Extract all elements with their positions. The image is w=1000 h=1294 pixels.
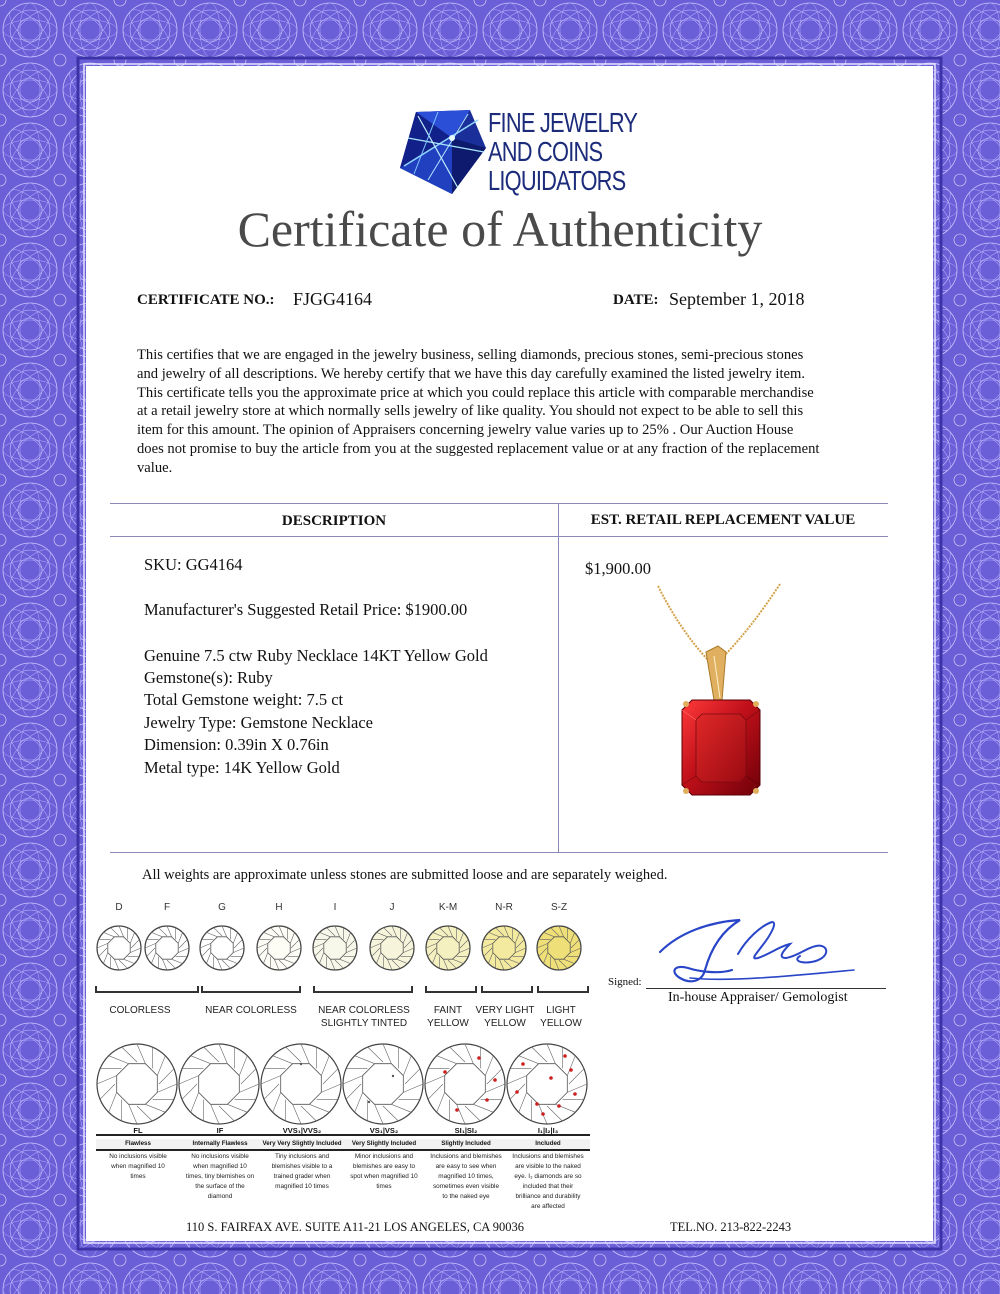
grade-group-bracket: [314, 986, 412, 992]
detail-line: Jewelry Type: Gemstone Necklace: [144, 713, 373, 732]
intro-paragraph: [137, 346, 877, 478]
clarity-description: Minor inclusions and blemishes are easy to spot when magnified 10 times: [350, 1153, 418, 1190]
clarity-diamond-icon: [261, 1044, 341, 1124]
clarity-name: Slightly Included: [441, 1140, 491, 1147]
color-category: VERY LIGHT YELLOW: [475, 1005, 535, 1029]
appraiser-title: In-house Appraiser/ Gemologist: [668, 990, 848, 1005]
color-diamond-icon: [482, 926, 526, 970]
table-bottom-rule: [110, 852, 888, 853]
certificate-title: Certificate of Authenticity: [237, 201, 763, 257]
color-diamond-icon: [313, 926, 357, 970]
intro-line: does not promise to buy the article from you at the suggested replacement value or at any fraction of the replacement: [137, 440, 820, 457]
grade-group-bracket: [538, 986, 588, 992]
certificate-date: September 1, 2018: [669, 289, 805, 309]
color-category: COLORLESS: [109, 1005, 171, 1016]
msrp: Manufacturer's Suggested Retail Price: $1900.00: [144, 600, 468, 619]
detail-line: Gemstone(s): Ruby: [144, 668, 273, 687]
clarity-diamonds: [96, 1030, 592, 1138]
clarity-rule: [96, 1149, 590, 1151]
clarity-description: Inclusions and blemishes are easy to see when magnified 10 times, sometimes even visible to the naked eye: [430, 1153, 502, 1200]
detail-line: Dimension: 0.39in X 0.76in: [144, 735, 329, 754]
table-column-divider: [558, 503, 559, 852]
grade-letter: K-M: [438, 902, 458, 913]
weights-note: All weights are approximate unless stones are submitted loose and are separately weighed.: [142, 867, 668, 883]
clarity-code: VS₁|VS₂: [369, 1126, 399, 1135]
clarity-code: IF: [216, 1126, 224, 1135]
table-header-rule: [110, 536, 888, 537]
grade-letter: H: [275, 902, 283, 913]
footer-phone: TEL.NO. 213-822-2243: [670, 1220, 792, 1234]
description-header: DESCRIPTION: [281, 513, 387, 529]
intro-line: at a retail jewelry store at which normally sells jewelry of like quality. You should not expect to be able to sell this: [137, 403, 804, 420]
clarity-code: I₁|I₂|I₃: [537, 1126, 559, 1135]
footer-address: 110 S. FAIRFAX AVE. SUITE A11-21 LOS ANGELES, CA 90036: [186, 1220, 524, 1234]
grade-group-bracket: [426, 986, 476, 992]
color-diamond-icon: [257, 926, 301, 970]
color-diamond-icon: [97, 926, 141, 970]
clarity-name: Included: [535, 1140, 561, 1147]
value-header: EST. RETAIL REPLACEMENT VALUE: [590, 512, 856, 528]
signature-image: [650, 912, 870, 992]
grade-letter: S-Z: [550, 902, 568, 913]
grade-letter: N-R: [495, 902, 513, 913]
clarity-name: Internally Flawless: [192, 1140, 248, 1147]
logo-text-line3: LIQUIDATORS: [488, 165, 626, 196]
clarity-description: Tiny inclusions and blemishes visible to a trained grader when magnified 10 times: [271, 1153, 333, 1190]
clarity-diamond-icon: [343, 1044, 423, 1124]
intro-line: value.: [137, 459, 173, 476]
grade-group-bracket: [202, 986, 300, 992]
grade-letter: I: [333, 902, 337, 913]
clarity-name: Flawless: [125, 1140, 151, 1147]
clarity-description: No inclusions visible when magnified 10 times, tiny blemishes on the surface of the diamond: [185, 1153, 255, 1200]
certificate-number-label: CERTIFICATE NO.:: [137, 292, 275, 308]
intro-line: This certificate tells you the approximate price at which you could replace this article with comparable merchandise: [137, 384, 814, 401]
ruby-necklace-image: [650, 580, 790, 810]
clarity-diamond-icon: [425, 1044, 505, 1124]
color-diamond-icon: [537, 926, 581, 970]
grade-group-bracket: [96, 986, 198, 992]
grade-group-bracket: [482, 986, 532, 992]
clarity-name: Very Very Slightly Included: [262, 1140, 342, 1147]
grade-letter: F: [163, 902, 171, 913]
color-category: NEAR COLORLESS: [205, 1005, 297, 1016]
color-category: FAINT YELLOW: [427, 1005, 469, 1029]
color-category: NEAR COLORLESS SLIGHTLY TINTED: [318, 1005, 410, 1029]
signed-label: Signed:: [608, 976, 642, 988]
intro-line: This certifies that we are engaged in the jewelry business, selling diamonds, precious stones, semi-precious stones: [137, 347, 804, 363]
color-diamond-icon: [145, 926, 189, 970]
clarity-name: Very Slightly Included: [351, 1140, 417, 1147]
color-grade-diamonds: [92, 916, 592, 996]
detail-line: Metal type: 14K Yellow Gold: [144, 758, 340, 777]
clarity-description: No inclusions visible when magnified 10 times: [109, 1153, 167, 1180]
grade-letter: D: [115, 902, 123, 913]
clarity-diamond-icon: [179, 1044, 259, 1124]
clarity-description: Inclusions and blemishes are visible to the naked eye. I₃ diamonds are so included that their brilliance and durability are affected: [512, 1153, 584, 1210]
grade-letter: J: [389, 902, 395, 913]
color-category: LIGHT YELLOW: [540, 1005, 582, 1029]
date-label: DATE:: [613, 292, 659, 308]
clarity-diamond-icon: [97, 1044, 177, 1124]
color-diamond-icon: [200, 926, 244, 970]
gem-logo-icon: [398, 108, 488, 196]
certificate-number: FJGG4164: [293, 289, 373, 309]
clarity-diamond-icon: [507, 1044, 587, 1124]
table-top-rule: [110, 503, 888, 504]
intro-line: item for this amount. The opinion of Appraisers concerning jewelry value varies up to 25% . Our Auction House: [137, 422, 794, 439]
replacement-value: $1,900.00: [585, 559, 651, 578]
clarity-code: VVS₁|VVS₂: [282, 1126, 322, 1135]
sku: SKU: GG4164: [144, 555, 243, 574]
detail-line: Genuine 7.5 ctw Ruby Necklace 14KT Yellow Gold: [144, 646, 488, 665]
detail-line: Total Gemstone weight: 7.5 ct: [144, 690, 344, 709]
logo-text-line2: AND COINS: [488, 136, 603, 167]
logo-text-line1: FINE JEWELRY: [488, 107, 638, 138]
grade-letter: G: [218, 902, 226, 913]
color-diamond-icon: [370, 926, 414, 970]
clarity-code: SI₁|SI₂: [454, 1126, 478, 1135]
color-diamond-icon: [426, 926, 470, 970]
intro-line: and jewelry of all descriptions. We hereby certify that we have this day carefully examined the listed jewelry item.: [137, 365, 806, 382]
clarity-code: FL: [133, 1126, 143, 1135]
